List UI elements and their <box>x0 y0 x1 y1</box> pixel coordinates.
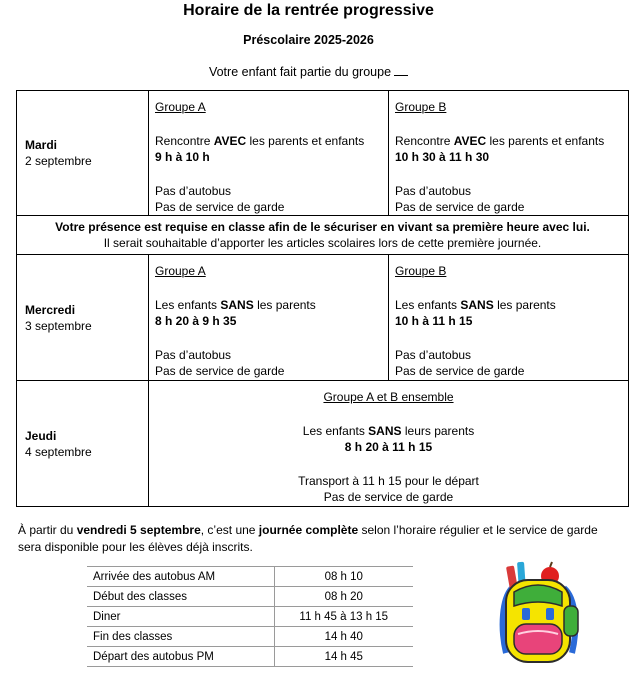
meeting-line: Les enfants SANS les parents <box>395 298 556 312</box>
day-date: 2 septembre <box>25 154 92 168</box>
hours-value: 14 h 40 <box>274 627 413 647</box>
bus-info: Pas d’autobus <box>155 348 232 362</box>
table-row <box>87 567 413 587</box>
table-row <box>87 587 413 607</box>
hours-value: 11 h 45 à 13 h 15 <box>274 607 413 627</box>
meeting-line: Les enfants SANS les parents <box>155 298 316 312</box>
day-name: Mardi <box>25 138 58 152</box>
table-row <box>87 627 413 647</box>
time-range: 8 h 20 à 11 h 15 <box>344 440 433 454</box>
daycare-info: Pas de service de garde <box>155 364 285 378</box>
meeting-line: Rencontre AVEC les parents et enfants <box>155 134 365 148</box>
group-label: Groupe A et B ensemble <box>323 390 454 404</box>
mercredi-group-a <box>149 255 389 381</box>
daycare-info: Pas de service de garde <box>395 364 525 378</box>
day-name: Mercredi <box>25 302 76 317</box>
hours-label: Fin des classes <box>87 627 274 647</box>
hours-value: 14 h 45 <box>274 647 413 667</box>
day-cell-mercredi <box>17 255 149 381</box>
group-label: Groupe A <box>155 100 206 114</box>
full-day-paragraph: À partir du vendredi 5 septembre, c’est une journée complète selon l’horaire régulier et le service de garde sera disponible pour les élèves déjà inscrits. <box>18 523 598 554</box>
row-note <box>17 216 629 255</box>
daycare-info: Pas de service de garde <box>395 200 525 214</box>
hours-table <box>87 566 413 667</box>
jeudi-all-groups <box>149 381 629 507</box>
transport-info: Transport à 11 h 15 pour le départ <box>298 474 479 488</box>
day-cell-jeudi <box>17 381 149 507</box>
page-subtitle: Préscolaire 2025-2026 <box>243 33 374 47</box>
hours-label: Diner <box>87 607 274 627</box>
group-blank-field <box>394 63 408 76</box>
daycare-info: Pas de service de garde <box>323 490 454 504</box>
row-mardi <box>17 91 629 216</box>
hours-value: 08 h 20 <box>274 587 413 607</box>
hours-value: 08 h 10 <box>274 567 413 587</box>
hours-label: Arrivée des autobus AM <box>87 567 274 587</box>
day-date: 4 septembre <box>25 444 92 459</box>
table-row <box>87 607 413 627</box>
time-range: 10 h 30 à 11 h 30 <box>395 150 490 164</box>
backpack-illustration <box>492 558 584 670</box>
mercredi-group-b <box>389 255 629 381</box>
time-range: 8 h 20 à 9 h 35 <box>155 314 237 328</box>
note-line-1: Votre présence est requise en classe afin de le sécuriser en vivant sa première heure avec lui. <box>55 220 590 234</box>
hours-label: Début des classes <box>87 587 274 607</box>
group-label: Groupe B <box>395 100 447 114</box>
mardi-group-b <box>389 91 629 216</box>
mardi-group-a <box>149 91 389 216</box>
day-name: Jeudi <box>25 428 57 443</box>
page-title: Horaire de la rentrée progressive <box>183 2 434 19</box>
note-line-2: Il serait souhaitable d’apporter les articles scolaires lors de cette première journée. <box>103 236 542 250</box>
meeting-line: Les enfants SANS leurs parents <box>302 424 475 438</box>
daycare-info: Pas de service de garde <box>155 200 285 214</box>
row-mercredi <box>17 255 629 381</box>
row-jeudi <box>17 381 629 507</box>
presence-note <box>17 216 629 255</box>
day-date: 3 septembre <box>25 318 92 333</box>
table-row <box>87 647 413 667</box>
time-range: 10 h à 11 h 15 <box>395 314 473 328</box>
group-label: Groupe B <box>395 264 447 278</box>
hours-label: Départ des autobus PM <box>87 647 274 667</box>
group-line <box>0 63 617 79</box>
bus-info: Pas d’autobus <box>395 184 472 198</box>
group-label: Groupe A <box>155 264 206 278</box>
group-line-text: Votre enfant fait partie du groupe <box>208 65 392 79</box>
bus-info: Pas d’autobus <box>155 184 232 198</box>
day-cell-mardi <box>17 91 149 216</box>
meeting-line: Rencontre AVEC les parents et enfants <box>395 134 605 148</box>
bus-info: Pas d’autobus <box>395 348 472 362</box>
schedule-table <box>16 90 629 507</box>
time-range: 9 h à 10 h <box>155 150 210 164</box>
